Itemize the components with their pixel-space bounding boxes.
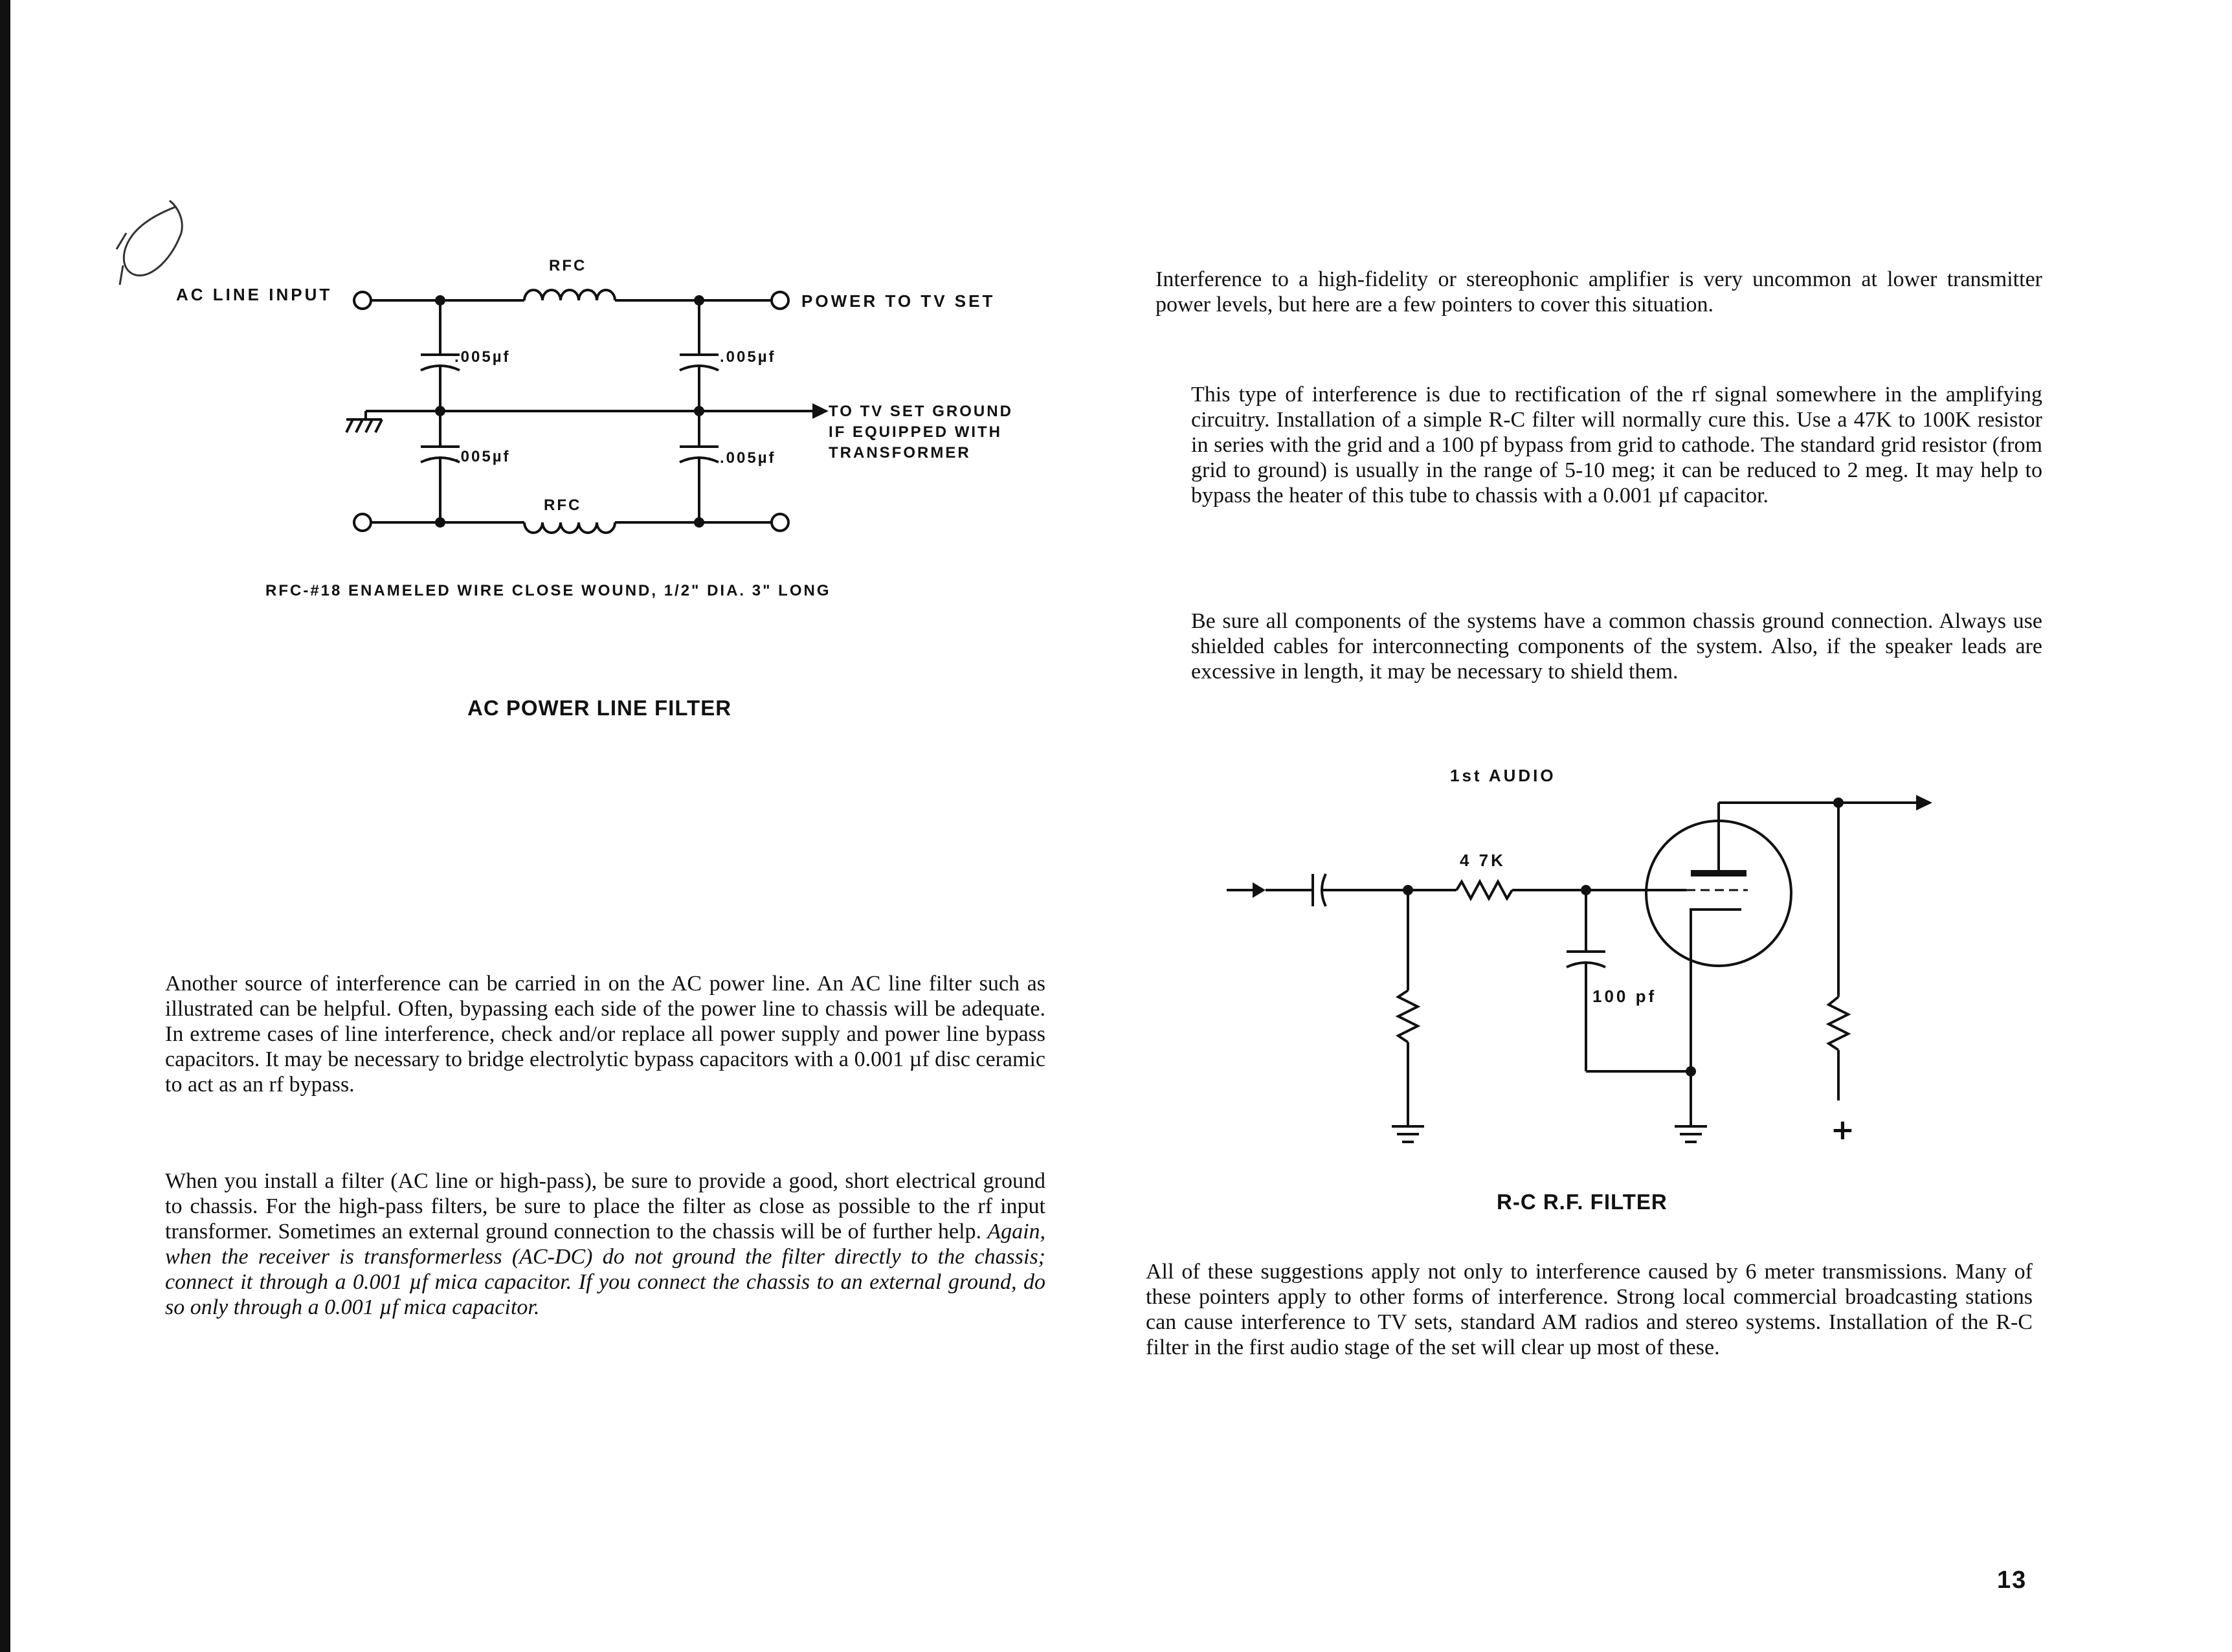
cap-bottom-left-label: .005µf	[454, 448, 511, 465]
left-paragraph-2-italic: Again, when the receiver is transformerless (AC-DC) do not ground the filter directly to the chassis; connect it through a 0.001 µf mica capacitor. If you connect the chassis to an external ground, do so only through a 0.001 µf mica capacitor.	[165, 1220, 1046, 1319]
ac-filter-title: AC POWER LINE FILTER	[467, 696, 732, 720]
output-terminal-top	[772, 292, 788, 309]
rfc-bottom-label: RFC	[544, 497, 582, 514]
right-paragraph-2: This type of interference is due to rectification of the rf signal somewhere in the amplifying circuitry. Installation of a simple R-C filter will normally cure this. Use a 47K to 100K resistor in series with the grid and a 100 pf bypass from grid to cathode. The standard grid resistor (from grid to ground) is usually in the range of 5-10 meg; it can be reduced to 2 meg. It may help to bypass the heater of this tube to chassis with a 0.001 µf capacitor.	[1191, 383, 2042, 508]
input-terminal-bottom	[354, 514, 371, 531]
input-terminal-top	[354, 292, 371, 309]
ground-arrow	[812, 403, 829, 419]
cap-100pf-label: 100 pf	[1592, 987, 1657, 1006]
ground-note-1: TO TV SET GROUND	[829, 403, 1013, 420]
rfc-coil-bottom	[524, 522, 615, 533]
tube-cathode	[1691, 910, 1741, 984]
right-paragraph-4: All of these suggestions apply not only to interference caused by 6 meter transmissions. Many of these pointers apply to other forms of interference. Strong local commercial broadcasting stations can cause interference to TV sets, standard AM radios and stereo systems. Installation of the R-C filter in the first audio stage of the set will clear up most of these.	[1146, 1260, 2033, 1359]
ac-power-line-filter	[176, 257, 1013, 720]
left-paragraph-2-plain: When you install a filter (AC line or high-pass), be sure to provide a good, short electrical ground to chassis. For the high-pass filters, be sure to place the filter as close as possible to the rf input transformer. Sometimes an external ground connection to the chassis will be of further help.	[165, 1169, 1045, 1244]
ground-note-3: TRANSFORMER	[829, 444, 971, 462]
resistor-47k-label: 4 7K	[1460, 851, 1506, 870]
power-to-tv-label: POWER TO TV SET	[801, 291, 996, 311]
output-terminal-bottom	[772, 514, 788, 531]
page-number: 13	[1997, 1567, 2027, 1594]
cap-top-left-label: .005µf	[454, 348, 511, 366]
cap-top-right-label: .005µf	[720, 348, 776, 366]
input-arrow	[1253, 882, 1266, 898]
right-paragraph-1: Interference to a high-fidelity or stereophonic amplifier is very uncommon at lower transmitter power levels, but here are a few pointers to cover this situation.	[1155, 267, 2042, 317]
series-resistor	[1456, 882, 1512, 899]
rc-filter-title: R-C R.F. FILTER	[1497, 1190, 1668, 1214]
left-paragraph-1: Another source of interference can be carried in on the AC power line. An AC line filter such as illustrated can be helpful. Often, bypassing each side of the power line to chassis will be adequate. In extreme cases of line interference, check and/or replace all power supply and power line bypass capacitors. It may be necessary to bridge electrolytic bypass capacitors with a 0.001 µf disc ceramic to act as an rf bypass.	[165, 972, 1045, 1097]
left-paragraph-2	[165, 1168, 1045, 1320]
plate-resistor	[1829, 997, 1848, 1050]
rfc-top-label: RFC	[549, 257, 587, 274]
cap-bottom-right-label: .005µf	[720, 449, 776, 467]
grid-resistor	[1398, 990, 1418, 1042]
tube-plate	[1691, 870, 1747, 876]
rfc-coil-top	[524, 290, 615, 300]
output-arrow	[1916, 795, 1932, 810]
right-paragraph-3: Be sure all components of the systems have a common chassis ground connection. Always use shielded cables for interconnecting components of the system. Also, if the speaker leads are excessive in length, it may be necessary to shield them.	[1191, 609, 2042, 684]
rc-rf-filter	[1227, 766, 1932, 1214]
ac-line-input-label: AC LINE INPUT	[176, 285, 333, 304]
ground-note-2: IF EQUIPPED WITH	[829, 423, 1003, 441]
pencil-mark	[117, 201, 182, 285]
plus-supply-label: +	[1831, 1113, 1855, 1146]
rfc-wire-note: RFC-#18 ENAMELED WIRE CLOSE WOUND, 1/2" DIA. 3" LONG	[265, 582, 831, 599]
first-audio-label: 1st AUDIO	[1450, 766, 1556, 785]
